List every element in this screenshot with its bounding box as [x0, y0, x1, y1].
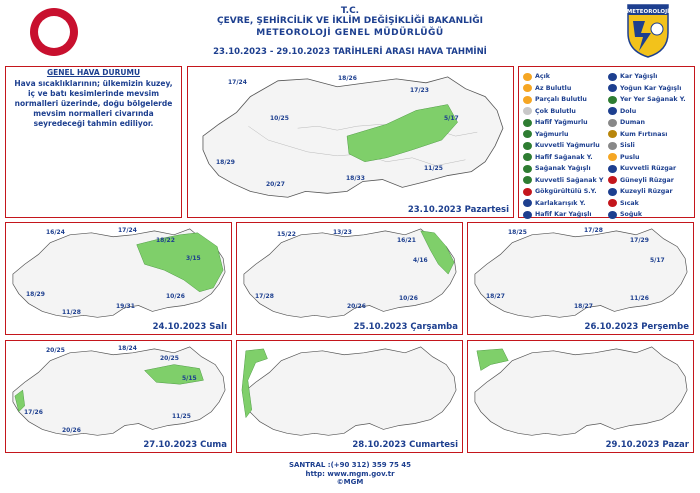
legend-label: Dolu	[620, 107, 637, 115]
forecast-map-27	[5, 340, 232, 453]
legend-label: Puslu	[620, 153, 640, 161]
turkey-map	[6, 223, 231, 334]
legend-label: Kar Yağışlı	[620, 73, 658, 81]
temp-label: 10/26	[166, 293, 185, 300]
strong-wind-icon	[608, 165, 617, 173]
header-ministry: ÇEVRE, ŞEHİRCİLİK VE İKLİM DEĞİŞİKLİĞİ BAKANLIĞI	[217, 16, 483, 26]
temp-label: 11/28	[62, 309, 81, 316]
temp-label: 20/26	[347, 303, 366, 310]
heavy-rain-icon	[523, 142, 532, 150]
legend-label: Hafif Yağmurlu	[535, 119, 588, 127]
sleet-icon	[523, 199, 532, 207]
temp-label: 13/23	[333, 229, 352, 236]
legend-item	[523, 117, 603, 129]
sandstorm-icon	[608, 130, 617, 138]
south-wind-icon	[608, 176, 617, 184]
legend-item	[608, 186, 686, 198]
turkey-map-23	[188, 67, 513, 217]
legend-panel	[518, 66, 695, 218]
temp-label: 20/27	[266, 181, 285, 188]
temp-label: 17/28	[584, 227, 603, 234]
legend-item	[523, 129, 603, 141]
legend-item	[523, 106, 603, 118]
footer-website[interactable]: http: www.mgm.gov.tr	[305, 469, 395, 478]
temp-label: 18/29	[216, 159, 235, 166]
legend-label: Sisli	[620, 142, 635, 150]
legend-item	[608, 163, 686, 175]
temp-label: 11/25	[424, 165, 443, 172]
legend-label: Hafif Kar Yağışlı	[535, 211, 592, 219]
header-directorate: METEOROLOJİ GENEL MÜDÜRLÜĞÜ	[256, 28, 444, 38]
main-forecast-map	[187, 66, 514, 218]
temp-label: 18/24	[118, 345, 137, 352]
turkey-map	[6, 341, 231, 452]
legend-label: Açık	[535, 73, 550, 81]
legend-item	[608, 117, 686, 129]
partly-cloudy-icon	[523, 96, 532, 104]
legend-item	[523, 209, 603, 221]
temp-label: 18/27	[486, 293, 505, 300]
legend-label: Karlakarışık Y.	[535, 199, 586, 207]
temp-label: 11/26	[630, 295, 649, 302]
temp-label: 18/26	[338, 75, 357, 82]
legend-item	[608, 209, 686, 221]
legend-label: Yer Yer Sağanak Y.	[620, 96, 686, 104]
legend-item	[608, 129, 686, 141]
forecast-map-26	[467, 222, 694, 335]
hot-icon	[608, 199, 617, 207]
legend-label: Kum Fırtınası	[620, 130, 668, 138]
temp-label: 18/27	[574, 303, 593, 310]
legend-item	[523, 152, 603, 164]
legend-left-column	[523, 71, 603, 221]
fog-icon	[608, 142, 617, 150]
temp-label: 5/15	[182, 375, 197, 382]
legend-label: Kuvvetli Sağanak Y	[535, 176, 604, 184]
temp-label: 17/24	[228, 79, 247, 86]
legend-label: Kuzeyli Rüzgar	[620, 188, 673, 196]
shower-icon	[523, 165, 532, 173]
general-weather-title: GENEL HAVA DURUMU	[46, 68, 141, 77]
svg-text:METEOROLOJİ: METEOROLOJİ	[626, 9, 670, 15]
temp-label: 11/25	[172, 413, 191, 420]
general-weather-panel	[5, 66, 182, 218]
legend-item	[608, 94, 686, 106]
map-date: 27.10.2023 Cuma	[143, 440, 227, 450]
smoke-icon	[608, 119, 617, 127]
temp-label: 17/23	[410, 87, 429, 94]
forecast-map-28	[236, 340, 463, 453]
temp-label: 19/31	[116, 303, 135, 310]
temp-label: 17/29	[630, 237, 649, 244]
temp-label: 18/25	[508, 229, 527, 236]
temp-label: 17/24	[118, 227, 137, 234]
temp-label: 10/26	[399, 295, 418, 302]
turkey-map	[237, 223, 462, 334]
north-wind-icon	[608, 188, 617, 196]
forecast-map-25	[236, 222, 463, 335]
legend-label: Parçalı Bulutlu	[535, 96, 587, 104]
temp-label: 16/21	[397, 237, 416, 244]
temp-label: 16/24	[46, 229, 65, 236]
temp-label: 18/29	[26, 291, 45, 298]
legend-item	[608, 71, 686, 83]
temp-label: 20/25	[46, 347, 65, 354]
heavy-snow-icon	[608, 84, 617, 92]
temp-label: 15/22	[277, 231, 296, 238]
legend-label: Kuvvetli Rüzgar	[620, 165, 677, 173]
legend-item	[523, 186, 603, 198]
legend-item	[608, 175, 686, 187]
legend-item	[608, 140, 686, 152]
thunder-icon	[523, 188, 532, 196]
footer-copyright: ©MGM	[336, 478, 364, 486]
cold-icon	[608, 211, 617, 219]
header-tc: T.C.	[340, 6, 360, 16]
sun-cloud-icon	[523, 84, 532, 92]
legend-right-column	[608, 71, 686, 221]
temp-label: 4/16	[413, 257, 428, 264]
legend-item	[608, 152, 686, 164]
meteoroloji-logo	[625, 3, 671, 59]
legend-item	[523, 198, 603, 210]
temp-label: 3/15	[186, 255, 201, 262]
legend-item	[608, 198, 686, 210]
map-date: 23.10.2023 Pazartesi	[407, 205, 509, 215]
haze-icon	[608, 153, 617, 161]
temp-label: 5/17	[444, 115, 459, 122]
legend-label: Sağanak Yağışlı	[535, 165, 591, 173]
temp-label: 20/25	[160, 355, 179, 362]
map-date: 24.10.2023 Salı	[152, 322, 227, 332]
cloud-icon	[523, 107, 532, 115]
temp-label: 17/28	[255, 293, 274, 300]
legend-item	[608, 83, 686, 95]
legend-label: Duman	[620, 119, 646, 127]
turkey-map	[468, 223, 693, 334]
page-header	[0, 0, 700, 62]
map-date: 28.10.2023 Cumartesi	[352, 440, 458, 450]
rain-icon	[523, 130, 532, 138]
legend-item	[523, 163, 603, 175]
footer-phone: SANTRAL :(+90 312) 359 75 45	[288, 461, 412, 469]
legend-label: Kuvvetli Yağmurlu	[535, 142, 600, 150]
sun-icon	[523, 73, 532, 81]
local-shower-icon	[608, 96, 617, 104]
legend-item	[523, 175, 603, 187]
temp-label: 10/25	[270, 115, 289, 122]
page-footer	[0, 461, 700, 487]
legend-label: Çok Bulutlu	[535, 107, 576, 115]
legend-item	[523, 71, 603, 83]
turkey-map	[468, 341, 693, 452]
legend-label: Az Bulutlu	[535, 84, 572, 92]
legend-label: Hafif Sağanak Y.	[535, 153, 593, 161]
legend-label: Güneyli Rüzgar	[620, 176, 674, 184]
temp-label: 20/26	[62, 427, 81, 434]
general-weather-text: Hava sıcaklıklarının; ülkemizin kuzey, iç ve batı kesimlerinde mevsim normalleri üzerinde, doğu bölgelerde mevsim normalleri civarında seyredeceği tahmin ediliyor.	[14, 79, 173, 128]
light-snow-icon	[523, 211, 532, 219]
turkey-map	[237, 341, 462, 452]
snow-icon	[608, 73, 617, 81]
light-rain-icon	[523, 119, 532, 127]
temp-label: 5/17	[650, 257, 665, 264]
light-shower-icon	[523, 153, 532, 161]
forecast-map-24	[5, 222, 232, 335]
temp-label: 18/33	[346, 175, 365, 182]
temp-label: 17/26	[24, 409, 43, 416]
map-date: 25.10.2023 Çarşamba	[353, 322, 458, 332]
legend-item	[608, 106, 686, 118]
hail-icon	[608, 107, 617, 115]
legend-item	[523, 83, 603, 95]
legend-item	[523, 140, 603, 152]
legend-label: Soğuk	[620, 211, 643, 219]
map-date: 26.10.2023 Perşembe	[584, 322, 689, 332]
legend-label: Yağmurlu	[535, 130, 569, 138]
heavy-shower-icon	[523, 176, 532, 184]
legend-label: Sıcak	[620, 199, 639, 207]
temp-label: 18/22	[156, 237, 175, 244]
legend-label: Yoğun Kar Yağışlı	[620, 84, 682, 92]
legend-item	[523, 94, 603, 106]
header-forecast-range: 23.10.2023 - 29.10.2023 TARİHLERİ ARASI HAVA TAHMİNİ	[213, 47, 487, 57]
forecast-map-29	[467, 340, 694, 453]
legend-label: Gökgürültülü S.Y.	[535, 188, 597, 196]
map-date: 29.10.2023 Pazar	[605, 440, 689, 450]
